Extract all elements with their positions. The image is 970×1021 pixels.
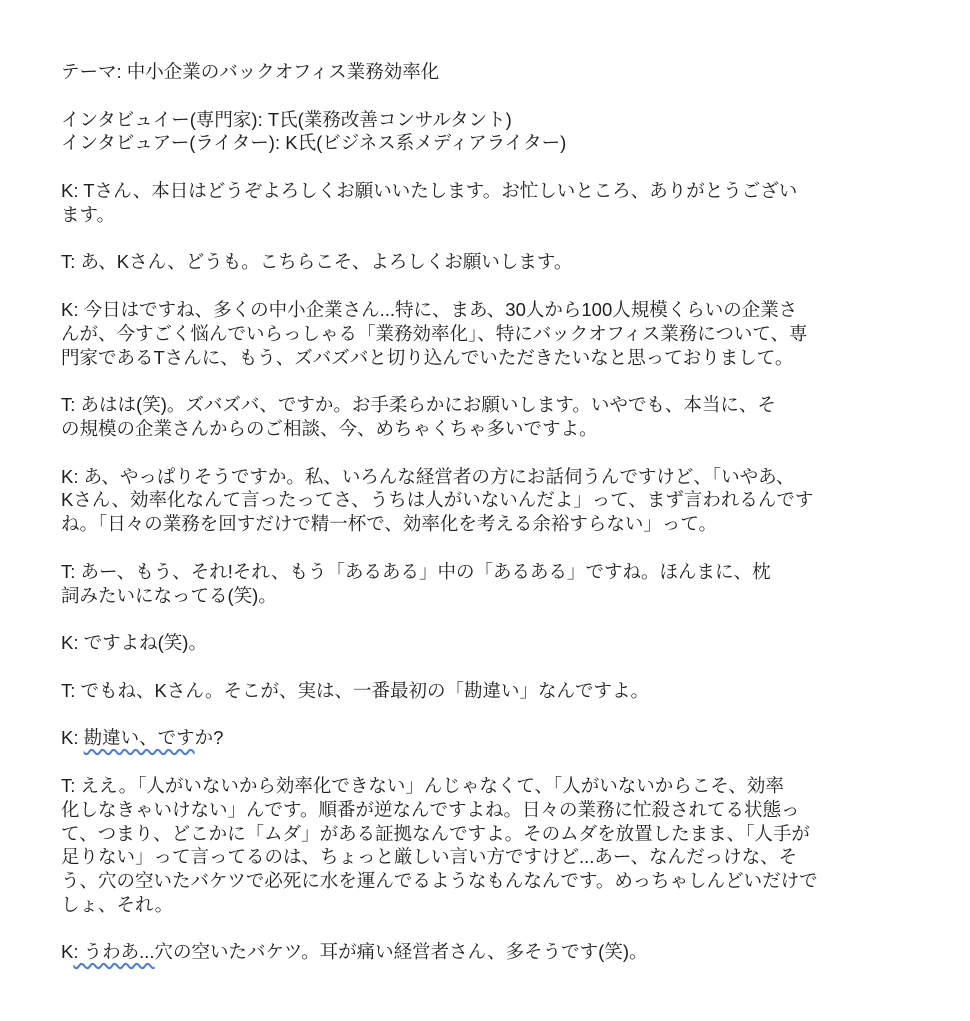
spellcheck-squiggle-text: 勘違い、です — [83, 727, 195, 749]
paragraph — [61, 560, 921, 608]
text-line-segment: K: 今日はですね、多くの中小企業さん...特に、まあ、30人から100人規模くらいの企業さ — [61, 298, 798, 320]
paragraph — [61, 726, 921, 750]
text-line-segment: て、つまり、どこかに「ムダ」がある証拠なんですよ。そのムダを放置したまま、「人手が — [61, 822, 810, 844]
text-line-segment: T: あ、Kさん、どうも。こちらこそ、よろしくお願いします。 — [61, 251, 573, 273]
text-line-segment: 門家であるTさんに、もう、ズバズバと切り込んでいただきたいなと思っておりまして。 — [61, 346, 794, 368]
text-line-segment: インタビュアー(ライター): K氏(ビジネス系メディアライター) — [61, 132, 567, 154]
paragraph — [61, 774, 921, 917]
text-line-segment: ね。「日々の業務を回すだけで精一杯で、効率化を考える余裕すらない」って。 — [61, 513, 718, 535]
text-line-segment: Kさん、効率化なんて言ったってさ、うちは人がいないんだよ」って、まず言われるんです — [61, 489, 814, 511]
document-body — [61, 60, 921, 964]
text-line-segment: テーマ: 中小企業のバックオフィス業務効率化 — [61, 61, 440, 82]
paragraph — [61, 298, 921, 369]
text-line-segment: 穴の空いたバケツ。耳が痛い経営者さん、多そうです(笑)。 — [154, 941, 648, 963]
spellcheck-squiggle-text: : うわあ... — [73, 941, 155, 963]
paragraph — [61, 631, 921, 655]
paragraph — [61, 679, 921, 703]
text-line-segment: か? — [194, 727, 224, 749]
text-line-segment: インタビュイー(専門家): T氏(業務改善コンサルタント) — [61, 108, 512, 130]
text-line-segment: ます。 — [61, 203, 116, 225]
text-line-segment: K: あ、やっぱりそうですか。私、いろんな経営者の方にお話伺うんですけど、「いやあ、 — [61, 465, 795, 487]
paragraph — [61, 465, 921, 536]
text-line-segment: K: Tさん、本日はどうぞよろしくお願いいたします。お忙しいところ、ありがとうござい — [61, 179, 798, 201]
paragraph — [61, 179, 921, 227]
text-line-segment: しょ、それ。 — [61, 893, 174, 915]
paragraph — [61, 60, 921, 84]
text-line-segment: T: あはは(笑)。ズバズバ、ですか。お手柔らかにお願いします。いやでも、本当に、そ — [61, 394, 776, 416]
text-line-segment: K: ですよね(笑)。 — [61, 632, 207, 654]
paragraph — [61, 940, 921, 964]
text-line-segment: K — [61, 941, 74, 963]
text-line-segment: 化しなきゃいけない」んです。順番が逆なんですよね。日々の業務に忙殺されてる状態っ — [61, 798, 800, 820]
text-line-segment: う、穴の空いたバケツで必死に水を運んでるようなもんなんです。めっちゃしんどいだけで — [61, 870, 818, 892]
text-line-segment: T: でもね、Kさん。そこが、実は、一番最初の「勘違い」なんですよ。 — [61, 679, 649, 701]
text-line-segment: T: あー、もう、それ!それ、もう「あるある」中の「あるある」ですね。ほんまに、枕 — [61, 560, 771, 582]
document-page — [61, 60, 921, 988]
paragraph — [61, 393, 921, 441]
text-line-segment: K: — [61, 727, 84, 749]
text-line-segment: の規模の企業さんからのご相談、今、めちゃくちゃ多いですよ。 — [61, 417, 598, 439]
text-line-segment: 詞みたいになってる(笑)。 — [61, 584, 277, 606]
text-line-segment: 足りない」って言ってるのは、ちょっと厳しい言い方ですけど...あー、なんだっけな、そ — [61, 846, 798, 868]
text-line-segment: T: ええ。「人がいないから効率化できない」んじゃなくて、「人がいないからこそ、効率 — [61, 774, 784, 796]
text-line-segment: んが、今すごく悩んでいらっしゃる「業務効率化」、特にバックオフィス業務について、専 — [61, 322, 808, 344]
paragraph — [61, 108, 921, 156]
paragraph — [61, 250, 921, 274]
